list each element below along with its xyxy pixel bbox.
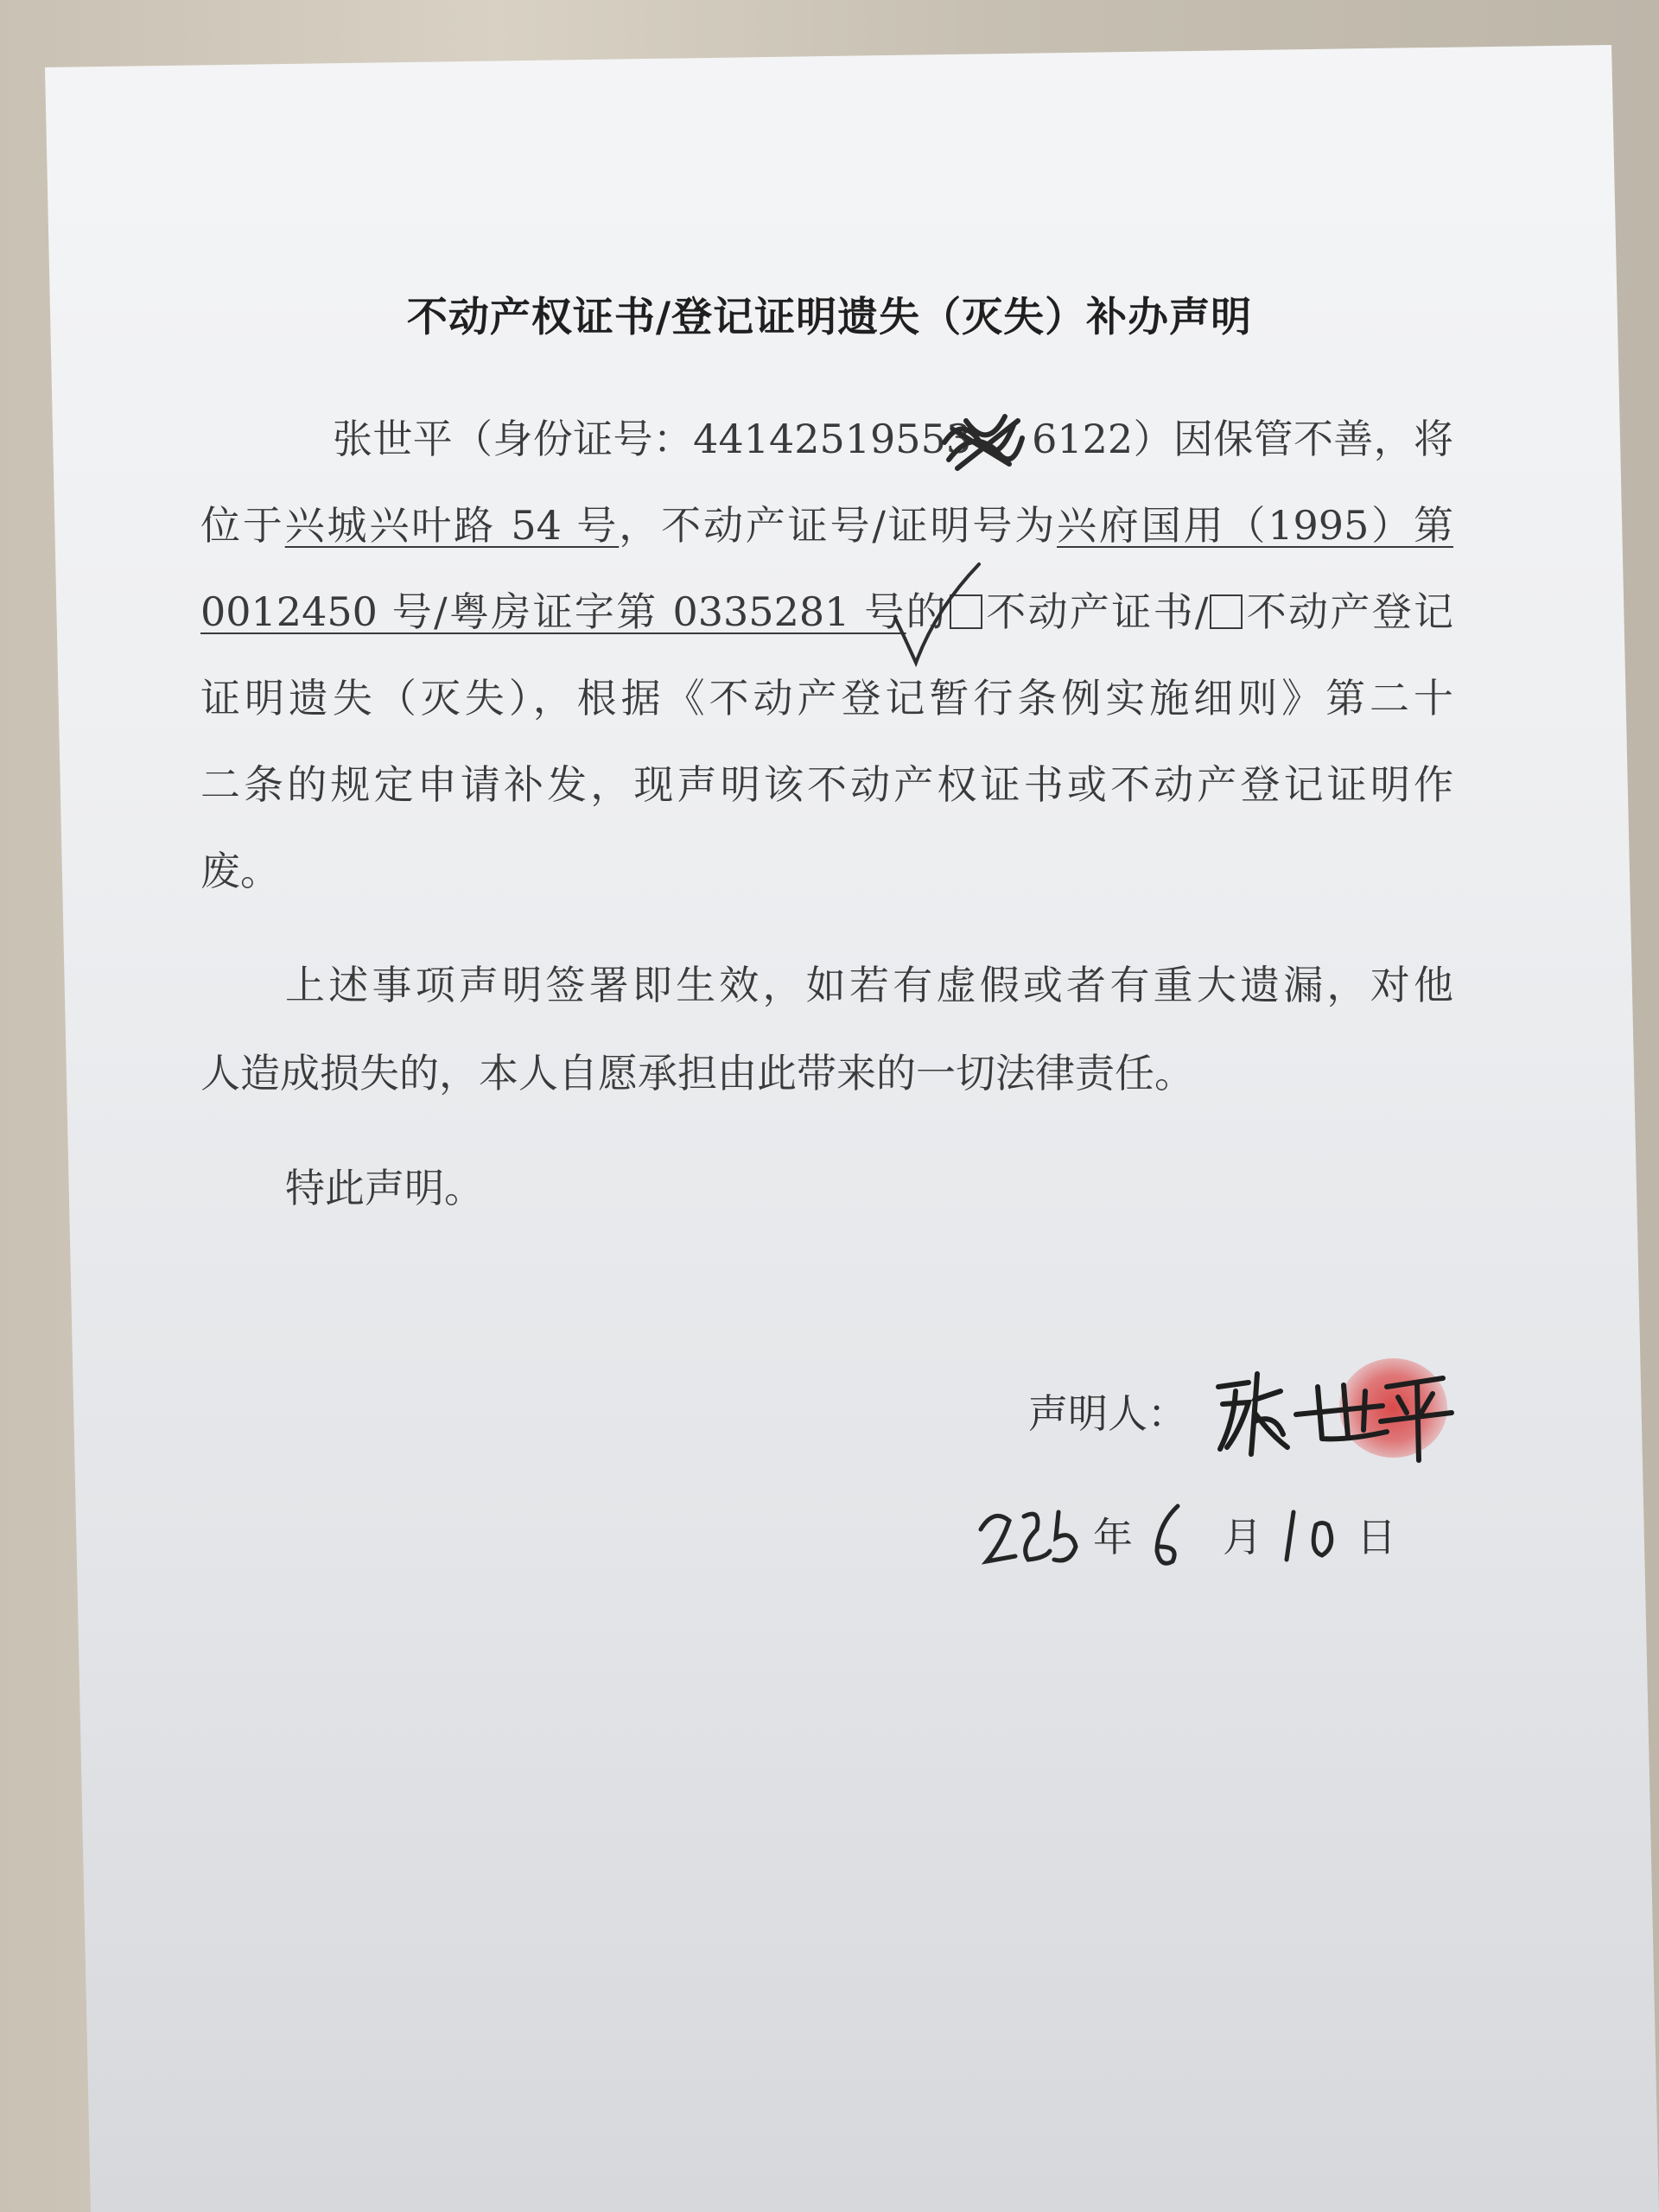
checkmark-icon	[888, 557, 983, 670]
handwritten-month	[1145, 1499, 1188, 1577]
redaction-scribble-icon	[940, 408, 1027, 477]
paragraph1-line2	[200, 482, 1453, 569]
paragraph1-line5: 二条的规定申请补发，现声明该不动产权证书或不动产登记证明作	[200, 761, 1453, 808]
cert-number-part-b: 0012450 号/粤房证字第 0335281 号	[200, 588, 906, 635]
paragraph1-line1-rest: ）因保管不善，将	[1133, 416, 1454, 462]
closing-statement: 特此声明。	[285, 1165, 484, 1211]
handwritten-day	[1274, 1499, 1352, 1577]
option-registration-label: 不动产登记	[1244, 588, 1454, 635]
possessive-particle: 的	[906, 588, 948, 635]
property-address: 兴城兴叶路 54 号	[284, 502, 620, 549]
year-label: 年	[1093, 1514, 1133, 1560]
paragraph2-line1: 上述事项声明签署即生效，如若有虚假或者有重大遗漏，对他	[285, 962, 1453, 1008]
signer-label: 声明人：	[1028, 1390, 1187, 1437]
paragraph1-line6: 废。	[200, 848, 280, 894]
paragraph2-line2: 人造成损失的，本人自愿承担由此带来的一切法律责任。	[200, 1050, 1194, 1096]
option-certificate-label: 不动产证书/	[983, 588, 1209, 635]
signing-date	[976, 1499, 1426, 1577]
month-label: 月	[1223, 1514, 1262, 1560]
paragraph1-line4: 证明遗失（灭失），根据《不动产登记暂行条例实施细则》第二十	[200, 675, 1453, 721]
paragraph1-line1	[333, 396, 1453, 482]
location-prefix: 位于	[200, 502, 285, 549]
checkbox-registration-proof	[1210, 594, 1243, 629]
handwritten-year	[976, 1499, 1084, 1577]
id-number-end: 6122	[1032, 416, 1134, 462]
day-label: 日	[1357, 1514, 1396, 1560]
declarant-name: 张世平（身份证号：	[333, 416, 694, 462]
cert-number-part-a: 兴府国用（1995）第	[1057, 502, 1454, 549]
paragraph1-line3	[200, 569, 1453, 655]
id-number-start: 44142519553	[693, 416, 972, 462]
handwritten-signature	[1201, 1352, 1460, 1465]
cert-number-label: ，不动产证号/证明号为	[619, 502, 1058, 549]
document-title: 不动产权证书/登记证明遗失（灭失）补办声明	[406, 294, 1253, 341]
